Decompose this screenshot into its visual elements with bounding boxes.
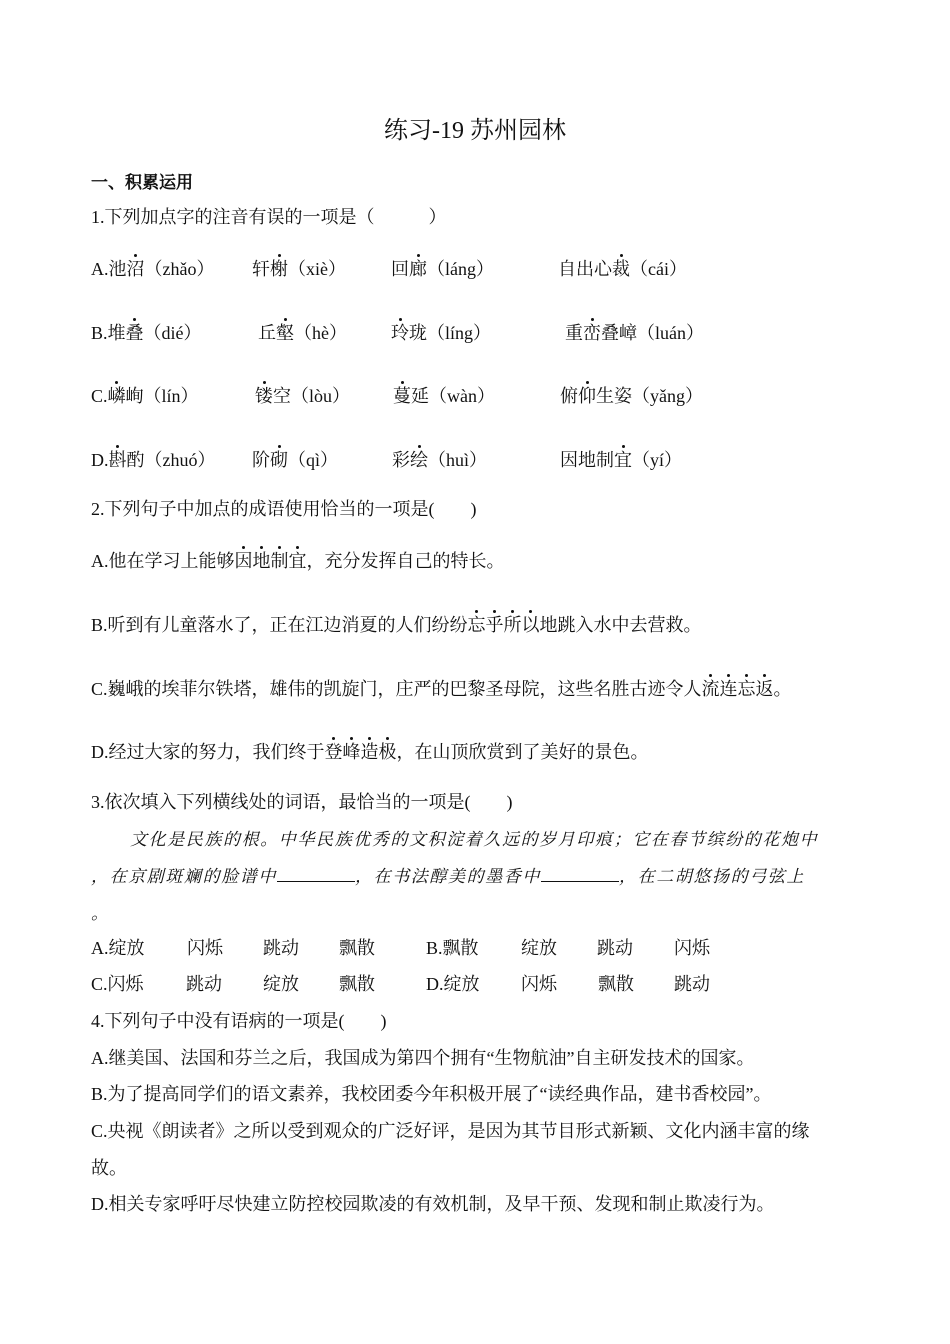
q1-a-item-2 xyxy=(252,255,346,281)
passage-text: ，在京剧斑斓的脸谱中 xyxy=(91,867,277,886)
fill-blank-1 xyxy=(277,867,355,882)
dotted-char: 峰 xyxy=(342,742,361,762)
option-text: B.听到有儿童落水了，正在江边消夏的人们纷纷 xyxy=(91,615,468,635)
dotted-char: 乎 xyxy=(485,615,504,635)
q3-option-word: 飘散 xyxy=(339,974,375,994)
dotted-char: 极 xyxy=(378,742,397,762)
item-text: （yí） xyxy=(632,450,683,470)
q1-b-item-4 xyxy=(565,319,704,345)
q3-option-word: 飘散 xyxy=(339,938,375,958)
item-text: 丘 xyxy=(258,323,276,343)
q3-option-word: 绽放 xyxy=(263,974,299,994)
item-text: 空（lòu） xyxy=(273,386,351,406)
dotted-char: 廊 xyxy=(409,259,427,279)
dotted-char: 连 xyxy=(719,679,738,699)
q3-option-a: A.绽放 xyxy=(91,938,145,958)
fill-blank-2 xyxy=(541,867,619,882)
dotted-char: 流 xyxy=(701,679,720,699)
q3-option-word: 跳动 xyxy=(597,938,633,958)
item-text: 回 xyxy=(391,259,409,279)
q3-option-word: 闪烁 xyxy=(674,938,710,958)
dotted-char: 忘 xyxy=(467,615,486,635)
dotted-char: 裁 xyxy=(612,259,630,279)
item-text: 彩 xyxy=(392,450,410,470)
dotted-char: 登 xyxy=(324,742,343,762)
dotted-char: 绘 xyxy=(410,450,428,470)
item-text: 俯 xyxy=(560,386,578,406)
q2-option-c xyxy=(91,675,792,701)
item-text: 阶 xyxy=(252,450,270,470)
dotted-char: 地 xyxy=(252,551,271,571)
q1-b-item-2 xyxy=(258,319,347,345)
q3-option-word: 闪烁 xyxy=(521,974,557,994)
q1-c-item-3 xyxy=(393,382,495,408)
passage-text: ，在二胡悠扬的弓弦上 xyxy=(619,867,805,886)
q3-option-word: 跳动 xyxy=(674,974,710,994)
q1-b-item-1 xyxy=(91,319,202,345)
q1-c-item-1 xyxy=(91,382,199,408)
q2-stem: 2.下列句子中加点的成语使用恰当的一项是( ) xyxy=(91,499,477,519)
q3-option-b: B.飘散 xyxy=(426,938,479,958)
q1-stem: 1.下列加点字的注音有误的一项是（ ） xyxy=(91,207,447,227)
dotted-char: 以 xyxy=(521,615,540,635)
q1-d-item-3 xyxy=(392,446,487,472)
q1-c-item-4 xyxy=(560,382,703,408)
q3-option-word: 闪烁 xyxy=(187,938,223,958)
q1-a-item-1 xyxy=(91,255,214,281)
option-text: 地跳入水中去营救。 xyxy=(539,615,702,635)
dotted-char: 峦 xyxy=(583,323,601,343)
item-text: 生姿（yǎng） xyxy=(596,386,703,406)
dotted-char: 壑 xyxy=(276,323,294,343)
q1-a-item-4 xyxy=(558,255,687,281)
option-text: A.他在学习上能够 xyxy=(91,551,235,571)
q4-option-a: A.继美国、法国和芬兰之后，我国成为第四个拥有“生物航油”自主研发技术的国家。 xyxy=(91,1048,755,1068)
q4-option-c: C.央视《朗读者》之所以受到观众的广泛好评，是因为其节目形式新颖、文化内涵丰富的缘 xyxy=(91,1121,810,1141)
dotted-char: 因 xyxy=(234,551,253,571)
q3-option-word: 飘散 xyxy=(598,974,634,994)
option-text: D.经过大家的努力，我们终于 xyxy=(91,742,325,762)
dotted-char: 蔓 xyxy=(393,386,411,406)
option-text: C.巍峨的埃菲尔铁塔，雄伟的凯旋门，庄严的巴黎圣母院，这些名胜古迹令人 xyxy=(91,679,702,699)
item-text: （huì） xyxy=(428,450,488,470)
dotted-char: 叠 xyxy=(125,323,144,343)
item-text: 珑（líng） xyxy=(409,323,492,343)
dotted-char: 嶙 xyxy=(107,386,126,406)
q3-passage-line-2 xyxy=(91,862,805,887)
dotted-char: 仰 xyxy=(578,386,596,406)
item-text: 因地制 xyxy=(560,450,614,470)
dotted-char: 忘 xyxy=(737,679,756,699)
q3-passage-line-1: 文化是民族的根。中华民族优秀的文积淀着久远的岁月印痕；它在春节缤纷的花炮中 xyxy=(130,830,819,849)
q2-option-d xyxy=(91,738,649,764)
dotted-char: 造 xyxy=(360,742,379,762)
item-text: A.池 xyxy=(91,259,127,279)
item-text: （zhǎo） xyxy=(144,259,215,279)
dotted-char: 砌 xyxy=(270,450,288,470)
item-text: 延（wàn） xyxy=(411,386,495,406)
q3-option-word: 跳动 xyxy=(263,938,299,958)
item-text: 轩 xyxy=(252,259,270,279)
dotted-char: 宜 xyxy=(614,450,632,470)
item-text: （hè） xyxy=(294,323,347,343)
passage-text: ，在书法醇美的墨香中 xyxy=(355,867,541,886)
q1-d-item-4 xyxy=(560,446,682,472)
page-title: 练习-19 苏州园林 xyxy=(384,118,566,144)
q4-option-c-continued: 故。 xyxy=(91,1158,127,1178)
item-text: 峋（lín） xyxy=(125,386,199,406)
dotted-char: 所 xyxy=(503,615,522,635)
item-text: （láng） xyxy=(427,259,494,279)
option-text: ，充分发挥自己的特长。 xyxy=(306,551,505,571)
item-text: 酌（zhuó） xyxy=(126,450,216,470)
q2-option-a xyxy=(91,547,505,573)
dotted-char: 沼 xyxy=(126,259,145,279)
item-text: D. xyxy=(91,450,109,470)
item-text: C. xyxy=(91,386,108,406)
q3-option-d: D.绽放 xyxy=(426,974,480,994)
dotted-char: 返 xyxy=(755,679,774,699)
section-heading: 一、积累运用 xyxy=(91,173,193,193)
q3-option-word: 跳动 xyxy=(186,974,222,994)
q1-c-item-2 xyxy=(255,382,350,408)
q3-stem: 3.依次填入下列横线处的词语，最恰当的一项是( ) xyxy=(91,792,513,812)
q3-option-word: 绽放 xyxy=(521,938,557,958)
option-text: ，在山顶欣赏到了美好的景色。 xyxy=(396,742,649,762)
q1-b-item-3 xyxy=(391,319,491,345)
dotted-char: 宜 xyxy=(288,551,307,571)
item-text: （dié） xyxy=(143,323,202,343)
q4-stem: 4.下列句子中没有语病的一项是( ) xyxy=(91,1011,387,1031)
q1-d-item-1 xyxy=(91,446,216,472)
dotted-char: 斟 xyxy=(108,450,127,470)
item-text: （qì） xyxy=(288,450,339,470)
item-text: （xiè） xyxy=(288,259,346,279)
option-text: 。 xyxy=(773,679,792,699)
q4-option-b: B.为了提高同学们的语文素养，我校团委今年积极开展了“读经典作品，建书香校园”。 xyxy=(91,1084,772,1104)
q1-d-item-2 xyxy=(252,446,338,472)
q4-option-d: D.相关专家呼吁尽快建立防控校园欺凌的有效机制，及早干预、发现和制止欺凌行为。 xyxy=(91,1194,775,1214)
dotted-char: 榭 xyxy=(270,259,288,279)
q2-option-b xyxy=(91,611,702,637)
dotted-char: 制 xyxy=(270,551,289,571)
item-text: B.堆 xyxy=(91,323,126,343)
q3-passage-line-3: 。 xyxy=(91,904,110,923)
item-text: 自出心 xyxy=(558,259,612,279)
dotted-char: 镂 xyxy=(255,386,273,406)
item-text: 重 xyxy=(565,323,583,343)
q3-option-c: C.闪烁 xyxy=(91,974,144,994)
q1-a-item-3 xyxy=(391,255,494,281)
dotted-char: 玲 xyxy=(391,323,409,343)
item-text: （cái） xyxy=(630,259,687,279)
item-text: 叠嶂（luán） xyxy=(601,323,704,343)
